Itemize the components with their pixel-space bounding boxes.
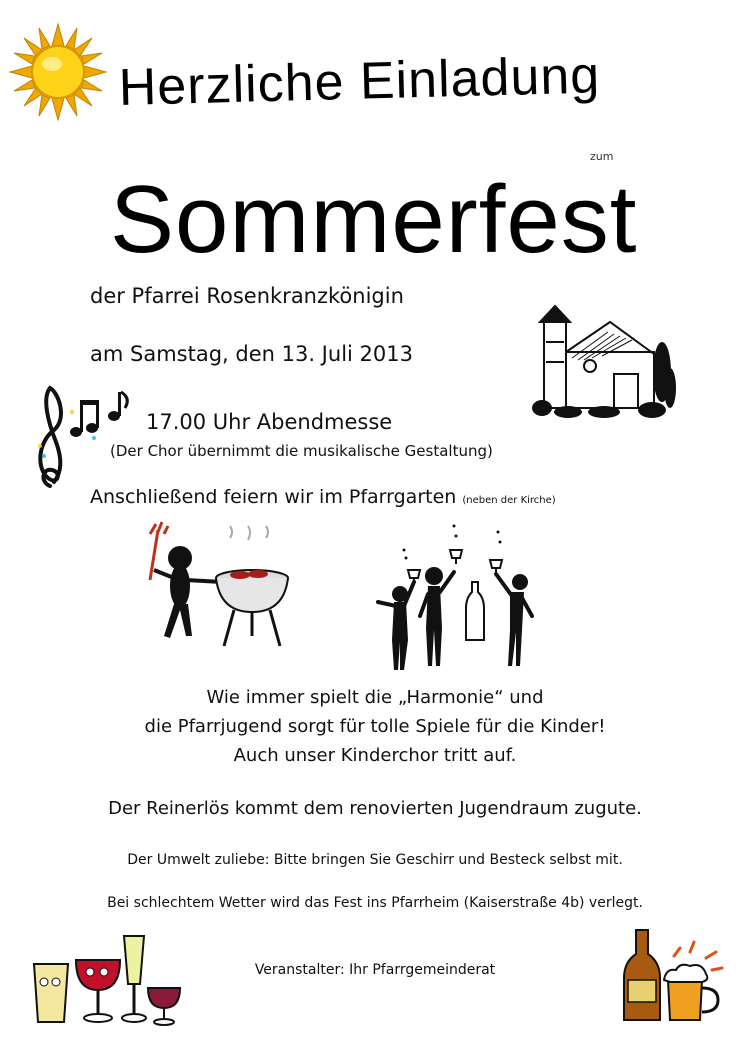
event-date: am Samstag, den 13. Juli 2013 (90, 342, 413, 366)
program-line-1: Wie immer spielt die „Harmonie“ und (206, 687, 544, 708)
event-title: Sommerfest (110, 166, 638, 273)
weather-note: Bei schlechtem Wetter wird das Fest ins Pfarrheim (Kaiserstraße 4b) verlegt. (107, 895, 643, 911)
grill-icon (130, 520, 300, 655)
zum-label: zum (590, 150, 614, 163)
organizer-note: Veranstalter: Ihr Pfarrgemeinderat (254, 962, 496, 978)
program-line-3: Auch unser Kinderchor tritt auf. (233, 745, 517, 766)
drinks-glasses-icon (28, 928, 188, 1028)
environment-note: Der Umwelt zuliebe: Bitte bringen Sie Geschirr und Besteck selbst mit. (127, 852, 623, 868)
afterwards-text (90, 486, 556, 508)
afterwards-main: Anschließend feiern wir im Pfarrgarten (90, 486, 457, 508)
headline: Herzliche Einladung (118, 46, 601, 117)
parish-name: der Pfarrei Rosenkranzkönigin (90, 284, 404, 308)
program-line-2: die Pfarrjugend sorgt für tolle Spiele für die Kinder! (144, 716, 606, 737)
afterwards-note: (neben der Kirche) (462, 495, 556, 506)
sun-icon (8, 22, 108, 122)
mass-time: 17.00 Uhr Abendmesse (146, 410, 393, 434)
beer-bottle-icon (618, 928, 728, 1024)
choir-note: (Der Chor übernimmt die musikalische Gestaltung) (110, 442, 493, 460)
toasting-people-icon (370, 520, 545, 680)
music-notes-icon (28, 382, 138, 494)
proceeds-note: Der Reinerlös kommt dem renovierten Jugendraum zugute. (108, 798, 642, 819)
church-icon (532, 302, 677, 422)
